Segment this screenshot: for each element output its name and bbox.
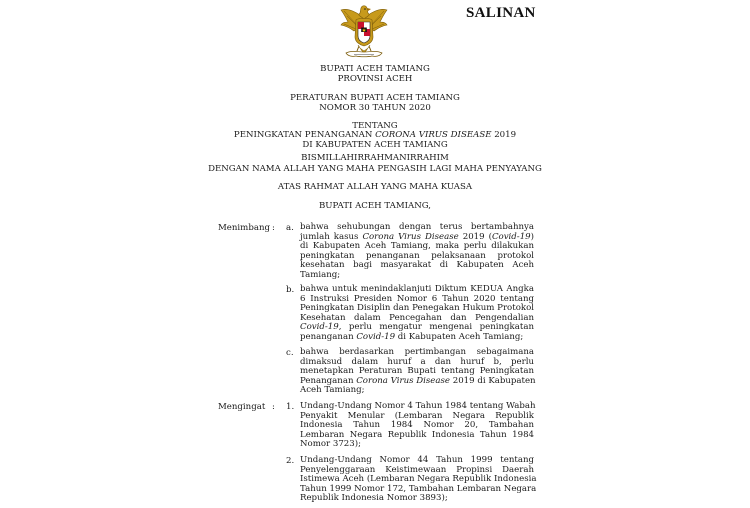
- subject-line-2: DI KABUPATEN ACEH TAMIANG: [302, 140, 448, 150]
- subject-line-1: [195, 130, 555, 140]
- text-run: peningkatan penanganan pelaksanaan protokol: [300, 250, 534, 261]
- subject-part-a: PENINGKATAN PENANGANAN: [233, 130, 373, 140]
- text-run: bahwa sehubungan dengan terus bertambahnya: [300, 222, 534, 232]
- text-run: ): [530, 231, 535, 242]
- text-run: Penanganan: [300, 375, 357, 386]
- text-run: bahwa berdasarkan pertimbangan sebagaimana: [300, 347, 534, 357]
- menimbang-marker-b: b.: [286, 285, 295, 295]
- text-run: di Kabupaten Aceh Tamiang, maka perlu dilakukan: [300, 241, 534, 252]
- garuda-pancasila-emblem-icon: [338, 4, 390, 62]
- text-run: Tamiang;: [300, 269, 341, 280]
- text-run-italic: Covid-19: [491, 231, 531, 242]
- text-run: kesehatan bagi masyarakat di Kabupaten Aceh: [300, 260, 534, 271]
- mengingat-item-2: [300, 455, 537, 504]
- text-run: Istimewa Aceh (Lembaran Negara Republik Indonesia: [300, 474, 537, 485]
- mengingat-colon: :: [272, 402, 275, 412]
- text-run: Tahun 1999 Nomor 172, Tambahan Lembaran Negara: [300, 483, 537, 494]
- text-run: dimaksud dalam huruf a dan huruf b, perlu: [300, 356, 534, 367]
- text-run: Penyakit Menular (Lembaran Negara Republik: [300, 410, 534, 421]
- menimbang-item-c: [300, 348, 534, 396]
- subject-part-italic: CORONA VIRUS DISEASE: [375, 130, 492, 140]
- text-run: Peningkatan Disiplin dan Penegakan Hukum Protokol: [300, 303, 534, 314]
- regulation-title: PERATURAN BUPATI ACEH TAMIANG: [290, 93, 460, 103]
- bismillah: BISMILLAHIRRAHMANIRRAHIM: [301, 153, 449, 163]
- mengingat-marker-1: 1.: [286, 402, 295, 412]
- menimbang-label: Menimbang: [218, 223, 270, 233]
- text-run: menetapkan Peraturan Bupati tentang Peningkatan: [300, 366, 534, 377]
- text-line: [300, 333, 534, 343]
- bismillah-translation: DENGAN NAMA ALLAH YANG MAHA PENGASIH LAGI MAHA PENYAYANG: [208, 164, 542, 174]
- text-run: penanganan: [300, 331, 357, 342]
- text-run: Penyelenggaraan Keistimewaan Propinsi Daerah: [300, 464, 534, 475]
- mengingat-marker-2: 2.: [286, 456, 295, 466]
- text-run: Undang-Undang Nomor 44 Tahun 1999 tentang: [300, 455, 534, 465]
- regulation-number: NOMOR 30 TAHUN 2020: [319, 103, 431, 113]
- text-run-italic: Covid-19: [300, 322, 339, 333]
- text-run: [300, 333, 523, 343]
- mengingat-label: Mengingat: [218, 402, 266, 412]
- text-run: 6 Instruksi Presiden Nomor 6 Tahun 2020 tentang: [300, 293, 534, 304]
- about-label: TENTANG: [352, 121, 398, 131]
- mengingat-item-1: [300, 402, 534, 450]
- text-line: [300, 440, 534, 450]
- text-run: Republik Indonesia Nomor 3893);: [300, 493, 448, 504]
- menimbang-item-a: [300, 223, 534, 281]
- text-run: Aceh Tamiang;: [300, 385, 365, 396]
- salinan-stamp: SALINAN: [466, 5, 536, 21]
- text-run-italic: Covid-19: [356, 331, 396, 342]
- text-line: [300, 494, 534, 504]
- text-run: bahwa untuk menindaklanjuti Diktum KEDUA Angka: [300, 284, 534, 294]
- grace-line: ATAS RAHMAT ALLAH YANG MAHA KUASA: [277, 182, 473, 192]
- regent-intro: BUPATI ACEH TAMIANG,: [318, 201, 432, 211]
- subject-part-b: 2019: [494, 130, 517, 140]
- text-run: Kesehatan dalam Pencegahan dan Pengendalian: [300, 312, 534, 323]
- text-run: Undang-Undang Nomor 4 Tahun 1984 tentang Wabah: [300, 401, 536, 411]
- text-run-italic: Corona Virus Disease: [362, 231, 459, 242]
- menimbang-marker-c: c.: [286, 348, 294, 358]
- menimbang-marker-a: a.: [286, 223, 294, 233]
- text-line: [300, 386, 534, 396]
- text-run: Nomor 3723);: [300, 439, 361, 450]
- text-run: jumlah kasus: [300, 231, 363, 242]
- regent-title: BUPATI ACEH TAMIANG: [320, 64, 430, 74]
- text-run: di Kabupaten Aceh Tamiang;: [395, 331, 524, 342]
- text-run: Lembaran Negara Republik Indonesia Tahun 1984: [300, 429, 534, 440]
- menimbang-item-b: [300, 285, 534, 343]
- menimbang-colon: :: [272, 223, 275, 233]
- text-run-italic: Corona Virus Disease: [356, 375, 450, 386]
- text-run: Indonesia Tahun 1984 Nomor 20, Tambahan: [300, 420, 534, 431]
- text-run: 2019 di Kabupaten: [450, 375, 536, 386]
- text-run: 2019 (: [458, 231, 492, 242]
- text-run: , perlu mengatur mengenai peningkatan: [338, 322, 534, 333]
- province-title: PROVINSI ACEH: [337, 74, 413, 84]
- text-line: [300, 271, 534, 281]
